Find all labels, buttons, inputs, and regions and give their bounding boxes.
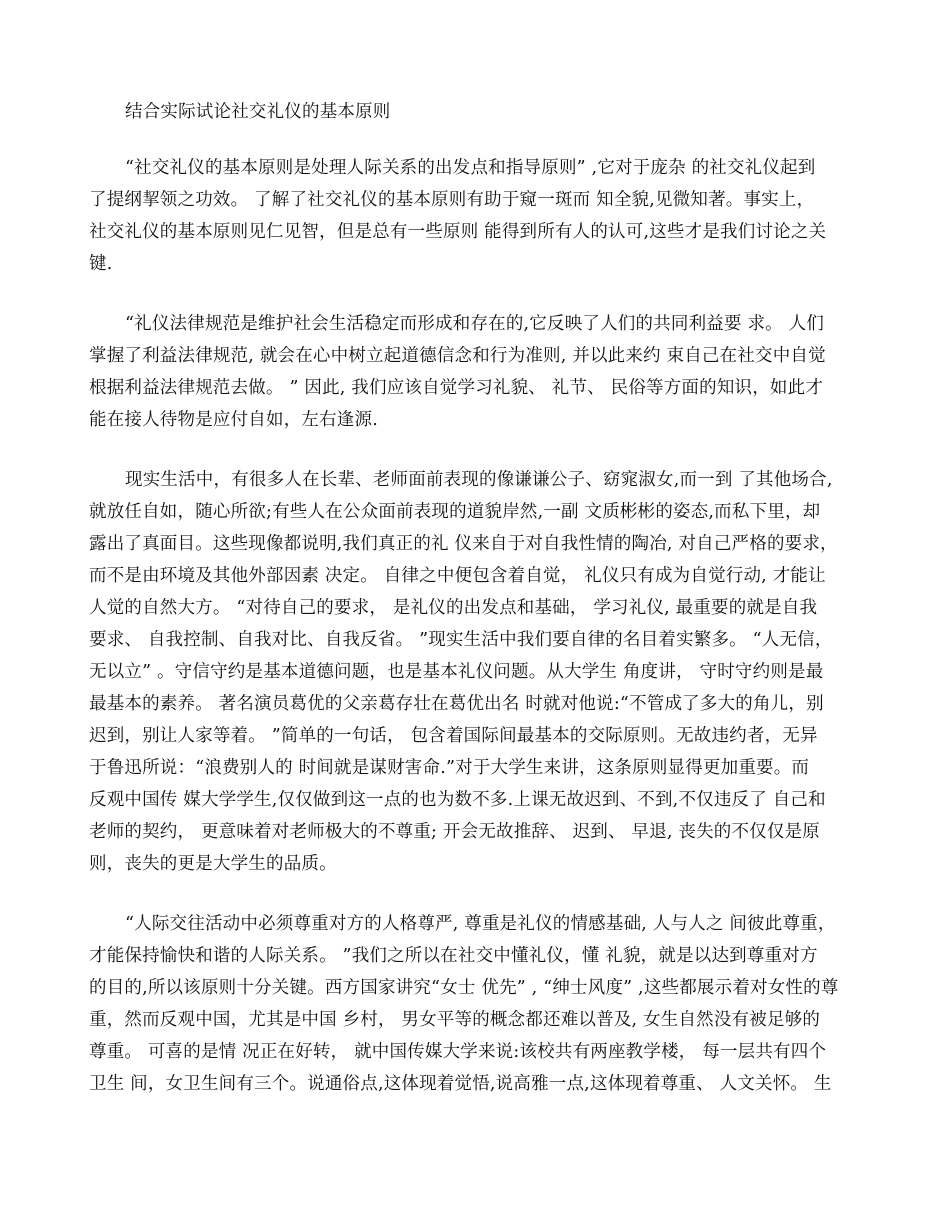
paragraph-line: 迟到，别让人家等着。 ”简单的一句话， 包含着国际间最基本的交际原则。无故违约者，无异 [89, 726, 818, 746]
paragraph-line: 社交礼仪的基本原则见仁见智，但是总有一些原则 能得到所有人的认可,这些才是我们讨论之关 [89, 222, 827, 242]
paragraph-line: 键. [89, 254, 113, 274]
paragraph-line: 于鲁迅所说：“浪费别人的 时间就是谋财害命.”对于大学生来讲，这条原则显得更加重要。而 [89, 758, 810, 778]
paragraph-line: 最基本的素养。 著名演员葛优的父亲葛存壮在葛优出名 时就对他说:“不管成了多大的角儿，别 [89, 694, 824, 714]
paragraph-line: 要求、 自我控制、自我对比、自我反省。 ”现实生活中我们要自律的名目着实繁多。 “人无信， [89, 630, 833, 650]
paragraph-line: 能在接人待物是应付自如，左右逢源. [89, 410, 378, 430]
paragraph-line: 无以立” 。守信守约是基本道德问题，也是基本礼仪问题。从大学生 角度讲， 守时守约则是最 [89, 662, 824, 682]
paragraph-line: 掌握了利益法律规范, 就会在心中树立起道德信念和行为准则, 并以此来约 束自己在社交中自觉 [89, 346, 826, 366]
paragraph-line: 老师的契约， 更意味着对老师极大的不尊重; 开会无故推辞、 迟到、 早退, 丧失的不仅仅是原 [89, 822, 820, 842]
paragraph-line: 而不是由环境及其他外部因素 决定。 自律之中便包含着自觉， 礼仪只有成为自觉行动, 才能让 [89, 566, 826, 586]
paragraph-line: “人际交往活动中必须尊重对方的人格尊严, 尊重是礼仪的情感基础, 人与人之 间彼此尊重， [125, 914, 836, 934]
paragraph-line: 尊重。 可喜的是情 况正在好转， 就中国传媒大学来说:该校共有两座教学楼， 每一层共有四个 [89, 1042, 827, 1062]
paragraph-line: “社交礼仪的基本原则是处理人际关系的出发点和指导原则” ,它对于庞杂 的社交礼仪起到 [125, 158, 816, 178]
document-title: 结合实际试论社交礼仪的基本原则 [125, 102, 391, 122]
paragraph-line: 才能保持愉快和谐的人际关系。 ”我们之所以在社交中懂礼仪，懂 礼貌，就是以达到尊重对方 [89, 946, 818, 966]
paragraph-line: 反观中国传 媒大学学生,仅仅做到这一点的也为数不多.上课无故迟到、不到,不仅违反了 自己和 [89, 790, 826, 810]
paragraph-line: 就放任自如，随心所欲;有些人在公众面前表现的道貌岸然,一副 文质彬彬的姿态,而私下里，却 [89, 502, 821, 522]
paragraph-line: 卫生 间，女卫生间有三个。说通俗点,这体现着觉悟,说高雅一点,这体现着尊重、 人文关怀。 生 [89, 1074, 832, 1094]
paragraph-line: 的目的,所以该原则十分关键。西方国家讲究“女士 优先” , “绅士风度” ,这些都展示着对女性的尊 [89, 978, 839, 998]
paragraph-line: 根据利益法律规范去做。 ” 因此, 我们应该自觉学习礼貌、 礼节、 民俗等方面的知识，如此才 [89, 378, 824, 398]
paragraph-line: 重，然而反观中国，尤其是中国 乡村， 男女平等的概念都还难以普及, 女生自然没有被足够的 [89, 1010, 821, 1030]
paragraph-line: 了提纲挈领之功效。 了解了社交礼仪的基本原则有助于窥一斑而 知全貌,见微知著。事实上， [89, 190, 815, 210]
paragraph-line: “礼仪法律规范是维护社会生活稳定而形成和存在的,它反映了人们的共同利益要 求。 人们 [125, 314, 825, 334]
paragraph-line: 露出了真面目。这些现像都说明,我们真正的礼 仪来自于对自我性情的陶冶, 对自己严格的要求， [89, 534, 838, 554]
paragraph-line: 人觉的自然大方。 “对待自己的要求， 是礼仪的出发点和基础， 学习礼仪, 最重要的就是自我 [89, 598, 818, 618]
paragraph-line: 现实生活中，有很多人在长辈、老师面前表现的像谦谦公子、窈窕淑女,而一到 了其他场合, [125, 470, 833, 490]
paragraph-line: 则，丧失的更是大学生的品质。 [89, 854, 337, 874]
